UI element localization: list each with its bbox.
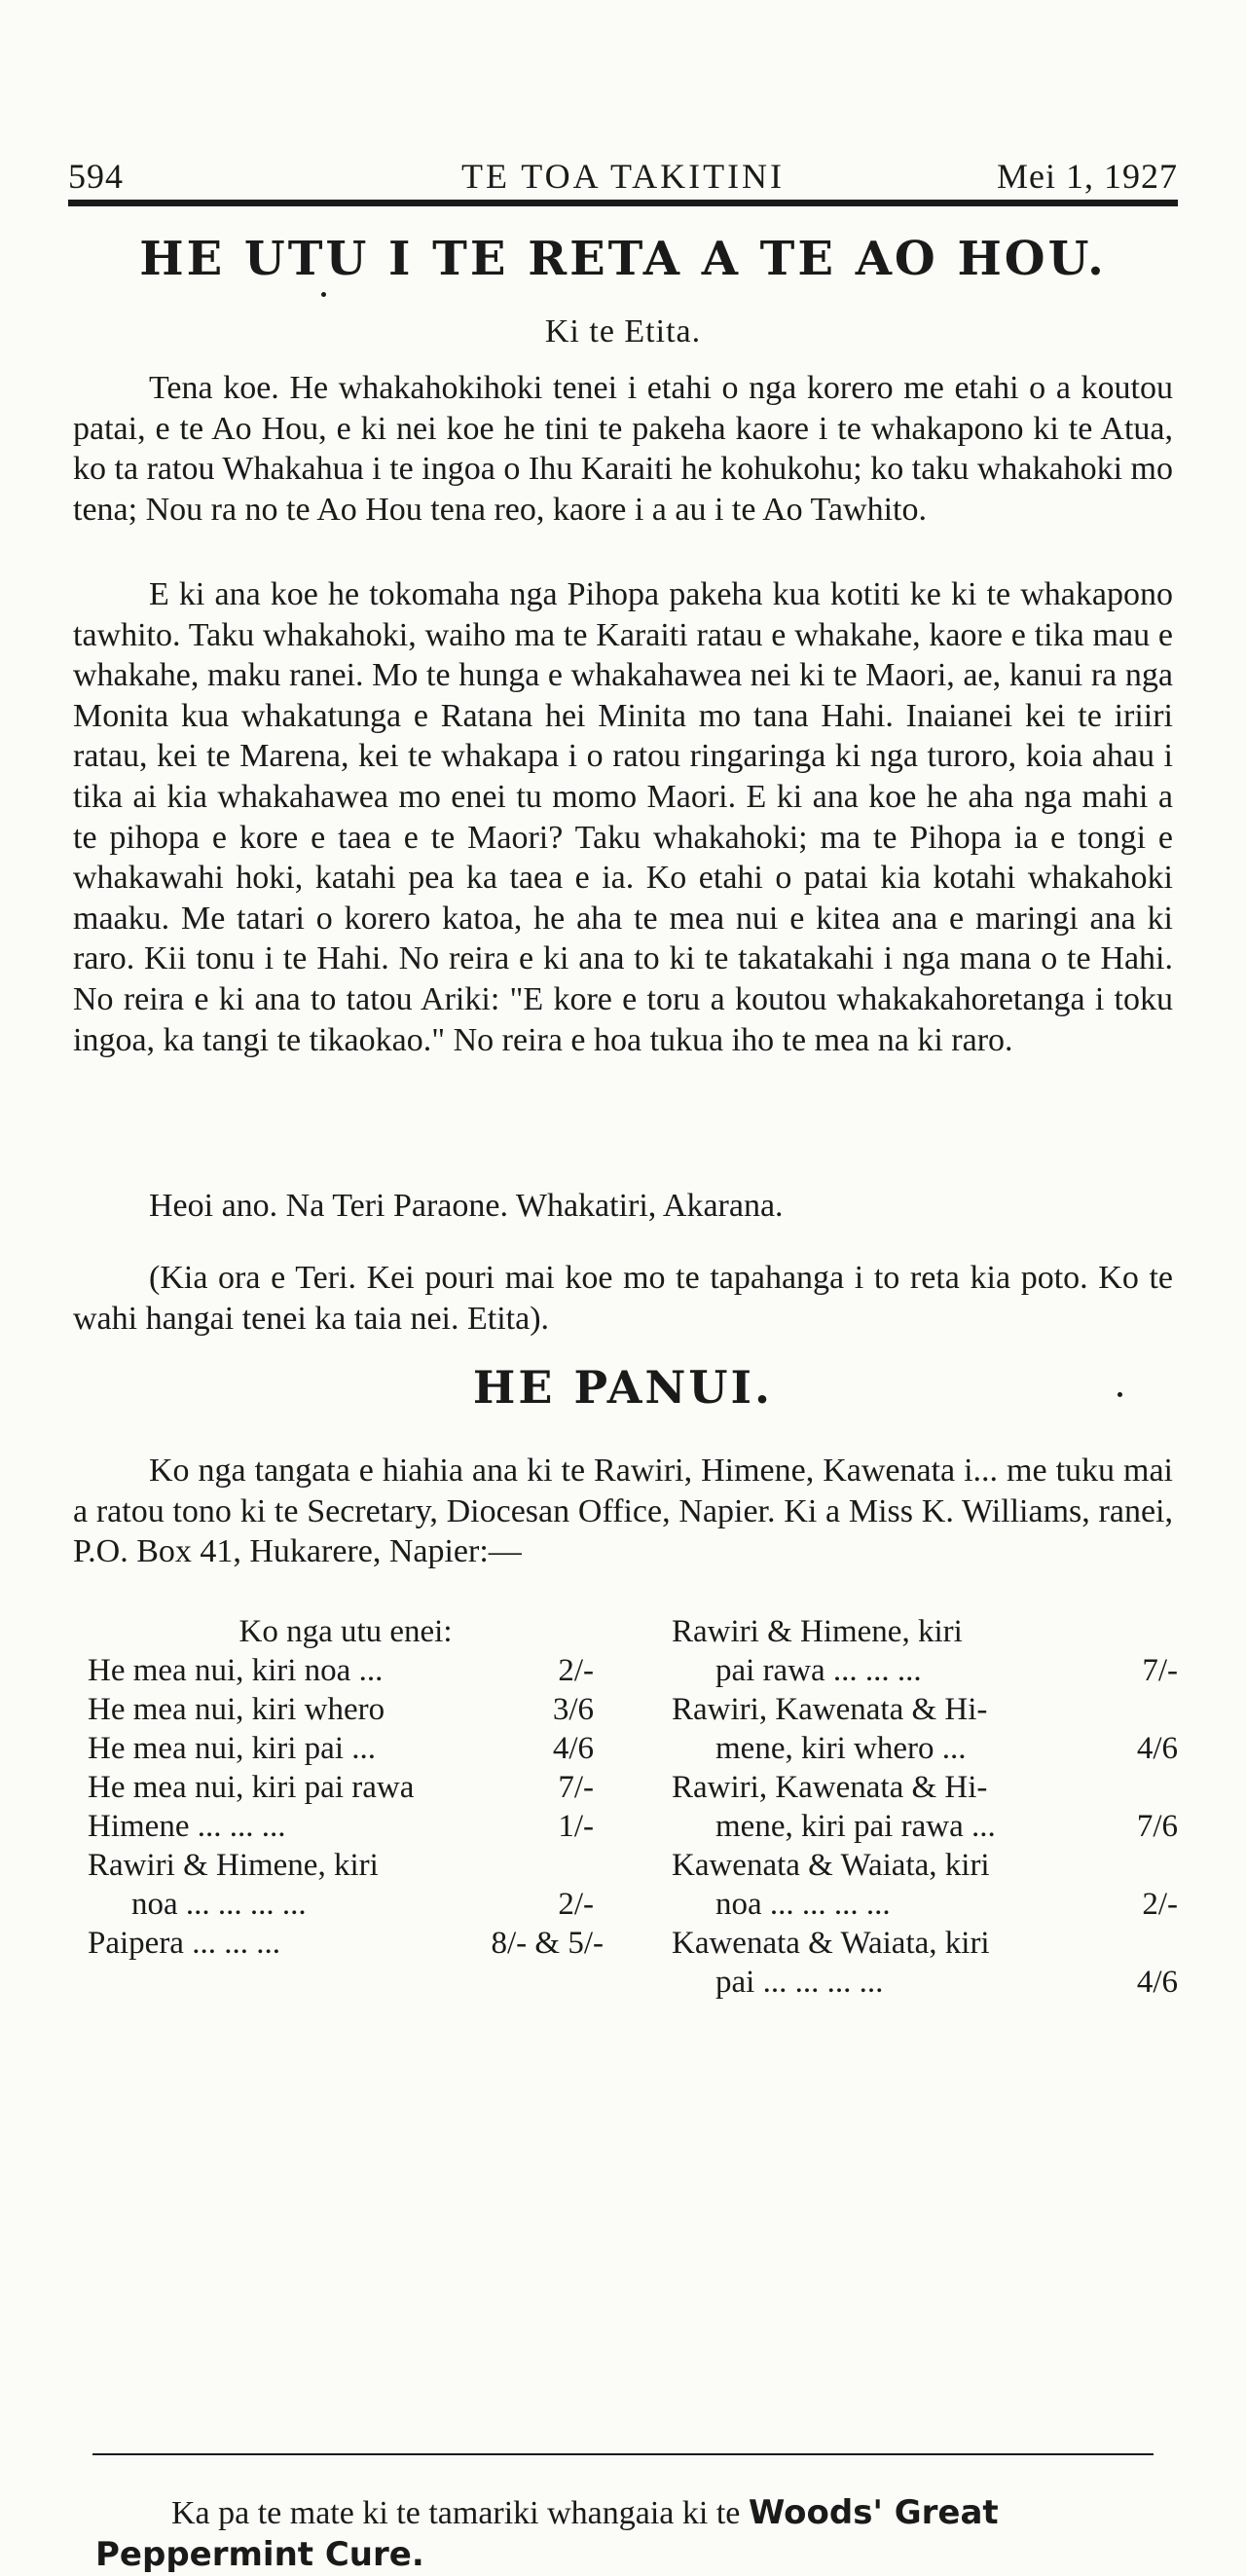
issue-date: Mei 1, 1927 bbox=[997, 157, 1178, 196]
price-item: Rawiri & Himene, kiri bbox=[672, 1614, 963, 1649]
price-item-continued: mene, kiri pai rawa ... 7/6 bbox=[715, 1809, 1178, 1844]
section-divider bbox=[92, 2453, 1154, 2455]
price-item: He mea nui, kiri noa ... 2/- bbox=[88, 1653, 594, 1688]
header-rule bbox=[68, 200, 1178, 206]
advert bbox=[95, 2492, 1195, 2576]
article-paragraph-1: Tena koe. He whakahokihoki tenei i etahi o nga korero me etahi o a koutou patai, e te Ao Hou, e ki nei koe he tini te pakeha kaore i te whakapono ki te Atua, ko ta ratou Whakahua i te ingoa o Ihu Karaiti he kohukohu; ko taku whakahoki mo tena; Nou ra no te Ao Hou tena reo, kaore i a au i te Ao Tawhito. bbox=[73, 370, 1173, 528]
ink-dot bbox=[1118, 1392, 1122, 1397]
price-item: Rawiri, Kawenata & Hi- bbox=[672, 1692, 988, 1727]
advert-text: Ka pa te mate ki te tamariki whangaia ki te bbox=[171, 2495, 749, 2531]
price-item-continued: noa ... ... ... ... 2/- bbox=[715, 1887, 1178, 1922]
price-item: Rawiri, Kawenata & Hi- bbox=[672, 1770, 988, 1805]
publication-title: TE TOA TAKITINI bbox=[460, 157, 786, 196]
salutation: Ki te Etita. bbox=[544, 313, 702, 350]
price-item: Paipera ... ... ... 8/- & 5/- bbox=[88, 1926, 604, 1961]
price-item-continued: noa ... ... ... ... 2/- bbox=[131, 1887, 594, 1922]
article-title: HE UTU I TE RETA A TE AO HOU. bbox=[139, 232, 1107, 286]
price-item: Kawenata & Waiata, kiri bbox=[672, 1848, 990, 1883]
editor-note: (Kia ora e Teri. Kei pouri mai koe mo te tapahanga i to reta kia poto. Ko te wahi hangai tenei ka taia nei. Etita). bbox=[73, 1260, 1173, 1337]
price-list-heading: Ko nga utu enei: bbox=[238, 1614, 453, 1649]
advert-product: Woods' Great Peppermint Cure. bbox=[95, 2493, 999, 2574]
article-paragraph-2: E ki ana koe he tokomaha nga Pihopa pakeha kua kotiti ke ki te whakapono tawhito. Taku whakahoki, waiho ma te Karaiti ratau e whakahe, kaore e tika mau e whakahe, maku ranei. Mo te hunga e whakahawea nei ki te Maori, ae, kanui ra nga Monita kua whakatunga e Ratana hei Minita mo tana Hahi. Inaianei kei te iriiri ratau, kei te Marena, kei te whakapa i o ratou ringaringa ki nga turoro, koia ahau i tika ai kia whakahawea mo enei tu momo Maori. E ki ana koe he aha nga mahi a te pihopa e kore e taea e te Maori? Taku whakahoki; ma te Pihopa ia e tongi e whakawahi hoki, katahi pea ka taea e ia. Ko etahi o patai kia kotahi whakahoki maaku. Me tatari o korero katoa, he aha te mea nui e kitea ana e maringi ana ki raro. Kii tonu i te Hahi. No reira e ki ana to ki te takatakahi i nga mana o te Hahi. No reira e ki ana to tatou Ariki: "E kore e toru a koutou whakakahoretanga i toku ingoa, ka tangi te tikaokao." No reira e hoa tukua iho te mea na ki raro. bbox=[73, 576, 1173, 1058]
price-list-left bbox=[88, 1612, 604, 1963]
article-signature: Heoi ano. Na Teri Paraone. Whakatiri, Akarana. bbox=[149, 1188, 784, 1224]
page-number: 594 bbox=[68, 157, 124, 196]
ink-dot bbox=[321, 292, 326, 297]
price-list-right bbox=[672, 1612, 1178, 2002]
price-item: Rawiri & Himene, kiri bbox=[88, 1848, 379, 1883]
price-item: Kawenata & Waiata, kiri bbox=[672, 1926, 990, 1961]
price-item-continued: pai ... ... ... ... 4/6 bbox=[715, 1965, 1178, 2000]
price-item-continued: mene, kiri whero ... 4/6 bbox=[715, 1731, 1178, 1766]
notice-intro: Ko nga tangata e hiahia ana ki te Rawiri, Himene, Kawenata i... me tuku mai a ratou tono ki te Secretary, Diocesan Office, Napier. Ki a Miss K. Williams, ranei, P.O. Box 41, Hukarere, Napier:— bbox=[73, 1453, 1173, 1570]
price-item: He mea nui, kiri whero 3/6 bbox=[88, 1692, 594, 1727]
price-item: Himene ... ... ... 1/- bbox=[88, 1809, 594, 1844]
price-item-continued: pai rawa ... ... ... 7/- bbox=[715, 1653, 1178, 1688]
page-header bbox=[68, 156, 1178, 195]
price-item: He mea nui, kiri pai rawa 7/- bbox=[88, 1770, 594, 1805]
notice-title: HE PANUI. bbox=[472, 1361, 774, 1414]
price-item: He mea nui, kiri pai ... 4/6 bbox=[88, 1731, 594, 1766]
